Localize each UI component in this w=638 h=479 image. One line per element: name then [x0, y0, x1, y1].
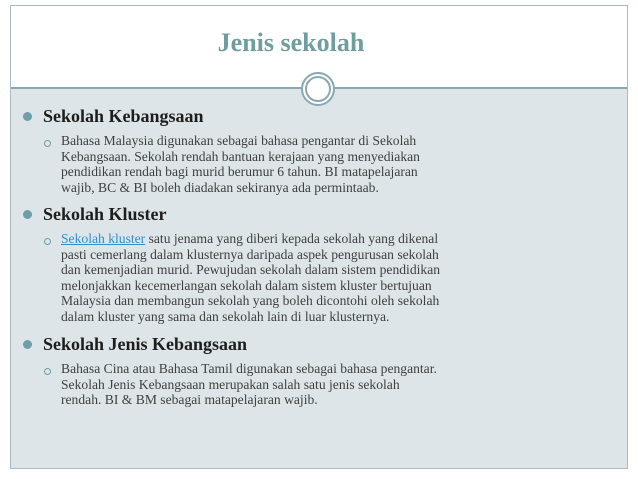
filled-circle-bullet-icon: [23, 210, 32, 219]
hollow-circle-bullet-icon: [44, 368, 51, 375]
section-sekolah-kebangsaan: [23, 106, 613, 206]
body-line: melonjakkan kecemerlangan sekolah dalam sistem kluster bertujuan: [61, 277, 432, 293]
body-line: Bahasa Malaysia digunakan sebagai bahasa pengantar di Sekolah: [61, 133, 417, 148]
body-line: Bahasa Cina atau Bahasa Tamil digunakan sebagai bahasa pengantar.: [61, 361, 437, 376]
section-body: [61, 133, 551, 195]
hollow-circle-bullet-icon: [44, 140, 51, 147]
body-line: Sekolah Jenis Kebangsaan merupakan salah satu jenis sekolah: [61, 376, 400, 392]
sekolah-kluster-link[interactable]: Sekolah kluster: [61, 231, 146, 246]
section-heading: Sekolah Jenis Kebangsaan: [43, 334, 248, 354]
filled-circle-bullet-icon: [23, 112, 32, 121]
filled-circle-bullet-icon: [23, 340, 32, 349]
section-heading: Sekolah Kebangsaan: [43, 106, 204, 126]
body-line: wajib, BC & BI boleh diadakan sekiranya ada permintaab.: [61, 179, 379, 195]
section-sekolah-kluster: [23, 204, 613, 324]
body-line-with-link: [61, 231, 551, 247]
body-line: Malaysia dan membangun sekolah yang boleh dicontohi oleh sekolah: [61, 293, 440, 309]
body-line: dan kemenjadian murid. Pewujudan sekolah dalam sistem pendidikan: [61, 262, 441, 278]
body-line: Kebangsaan. Sekolah rendah bantuan kerajaan yang menyediakan: [61, 148, 420, 164]
body-line-rest: satu jenama yang diberi kepada sekolah yang dikenal: [145, 231, 439, 246]
section-sekolah-jenis-kebangsaan: [23, 334, 613, 414]
section-body: [61, 231, 551, 325]
section-heading: Sekolah Kluster: [43, 204, 167, 224]
section-body: [61, 361, 551, 408]
body-line: rendah. BI & BM sebagai matapelajaran wajib.: [61, 392, 318, 408]
body-line: pasti cemerlang dalam klusternya daripada aspek pengurusan sekolah: [61, 246, 439, 262]
body-line: dalam kluster yang sama dan sekolah lain di luar klusternya.: [61, 308, 390, 324]
hollow-circle-bullet-icon: [44, 238, 51, 245]
content-area: [11, 89, 627, 468]
inner-ring-icon: [305, 76, 331, 102]
body-line: pendidikan rendah bagi murid berumur 6 tahun. BI matapelajaran: [61, 164, 418, 180]
slide-title: Jenis sekolah: [217, 28, 365, 57]
